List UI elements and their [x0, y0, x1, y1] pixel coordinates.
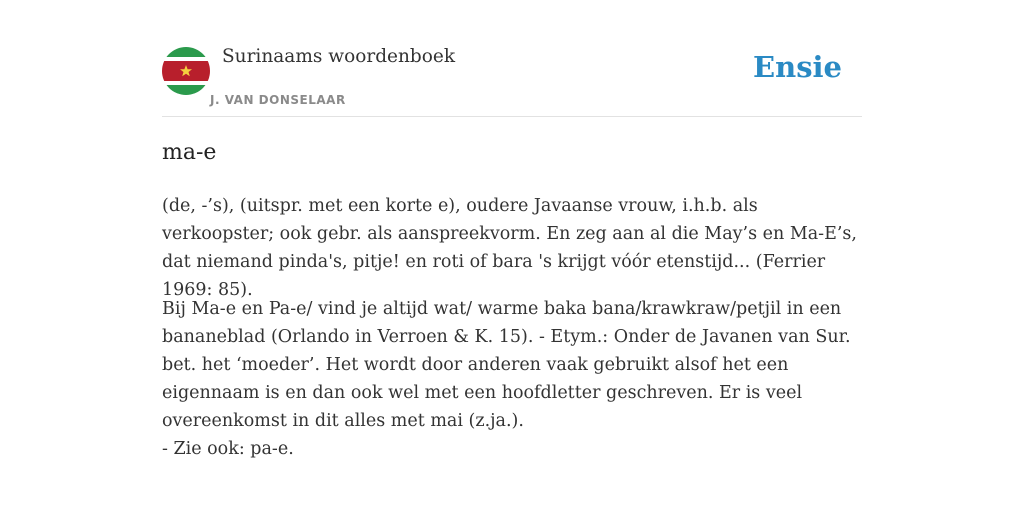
dictionary-header [162, 0, 862, 117]
entry-headword: ma-e [162, 140, 217, 165]
dictionary-card [162, 0, 862, 459]
brand-logo[interactable]: Ensie [753, 50, 842, 84]
entry-definition: (de, -’s), (uitspr. met een korte e), oudere Javaanse vrouw, i.h.b. als verkoopster; ook gebr. als aanspreekvorm. En zeg aan al die May’s en Ma-E’s, dat niemand pinda's, pitje! en roti of bara 's krijgt vóór etenstijd... (Ferrier 1969: 85). [162, 196, 857, 300]
dictionary-author: J. VAN DONSELAAR [210, 93, 346, 107]
entry-etymology [162, 295, 867, 463]
star-icon [162, 47, 210, 95]
suriname-flag-icon[interactable] [162, 47, 210, 95]
see-also-link[interactable]: - Zie ook: pa-e. [162, 439, 294, 459]
entry-etymology-text: Bij Ma-e en Pa-e/ vind je altijd wat/ warme baka bana/krawkraw/petjil in een bananeblad (Orlando in Verroen & K. 15). - Etym.: Onder de Javanen van Sur. bet. het ‘moeder’. Het wordt door anderen vaak gebruikt alsof het een eigennaam is en dan ook wel met een hoofdletter geschreven. Er is veel overeenkomst in dit alles met mai (z.ja.). [162, 299, 851, 431]
dictionary-title[interactable]: Surinaams woordenboek [222, 46, 456, 67]
